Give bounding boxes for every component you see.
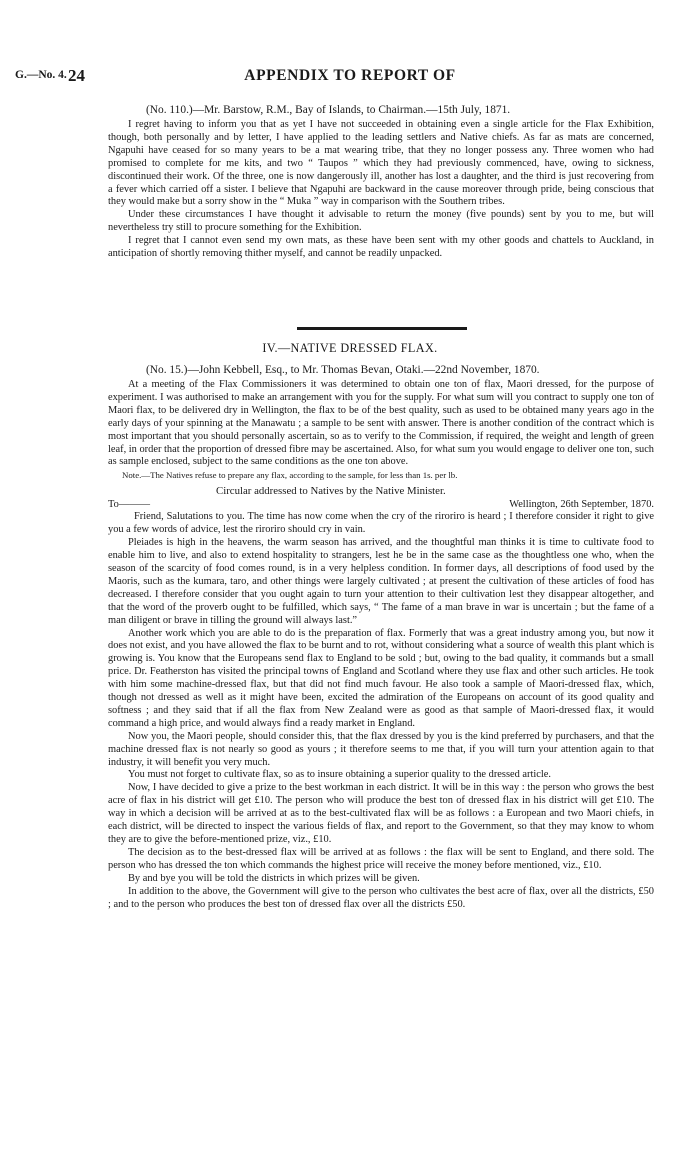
paragraph: By and bye you will be told the districts in which prizes will be given. xyxy=(128,872,420,884)
paragraph: Now, I have decided to give a prize to the best workman in each district. It will be in this way : the person who grows the best acre of flax in his district will get £10. The person who will produce the best ton of dressed flax in his district will get £10. The way in which a decision will be arrived at as to the best-cultivated flax will be as follows : a European and two Maori chiefs, in each district, will be directed to inspect the various fields of flax, and report to the Government, so that they may know to whom they are to give the before-mentioned prize, viz., £10. xyxy=(108,782,654,845)
letter-barstow xyxy=(108,103,654,261)
paragraph: The decision as to the best-dressed flax will be arrived at as follows : the flax will be sent to England, and there sold. The person who has dressed the ton which commands the highest price will receive the money before mentioned, viz., £10. xyxy=(108,846,654,871)
page-title: APPENDIX TO REPORT OF xyxy=(244,67,456,84)
address-line xyxy=(108,498,654,511)
paragraph: Pleiades is high in the heavens, the warm season has arrived, and the thoughtful man thinks it is time to cultivate food to enable him to live, and also to extend hospitality to strangers, lest he be in the same case as the thoughtless one who, when the season of the scarcity of food comes round, is in a very helpless condition. In former days, all descriptions of food used by the Maoris, such as the kumara, taro, and other things were largely cultivated ; at present the cultivation of these articles of food has decreased. I therefore consider that you ought again to turn your attention to their cultivation lest they disappear altogether, and that the word of the proverb ought to be fulfilled, which says, “ The fame of a man brave in war is uncertain ; but the fame of a man diligent or brave in tilling the ground will always last.” xyxy=(108,537,654,626)
section-title: IV.—NATIVE DRESSED FLAX. xyxy=(262,341,438,355)
paragraph: Friend, Salutations to you. The time has now come when the cry of the riroriro is heard ; I therefore consider it right to give you a few words of advice, lest the riroriro should cry in vain. xyxy=(108,511,654,536)
paragraph: Now you, the Maori people, should consider this, that the flax dressed by you is the kind preferred by purchasers, and that the machine dressed flax is not nearly so good as yours ; it therefore seems to me that, if you will turn your attention again to that industry, it will benefit you very much. xyxy=(108,730,654,768)
paragraph: Under these circumstances I have thought it advisable to return the money (five pounds) sent by you to me, but will nevertheless try still to procure something for the Exhibition. xyxy=(108,209,654,234)
paragraph: At a meeting of the Flax Commissioners it was determined to obtain one ton of flax, Maori dressed, for the purpose of experiment. I was authorised to make an arrangement with you for the supply. For what sum will you contract to supply one ton of Maori flax, to be delivered dry in Wellington, the flax to be of the best quality, such as used to be obtained many years ago in the early days of your spinning at the Manawatu ; a sample to be sent with answer. There is another condition of the contract which is most important that you should personally ascertain, so as to verify to the Commission, if required, the weight and length of green leaf, in order that the proportion of dressed fibre may be ascertained. Also, for what sum you would engage to deliver one ton, such as sample enclosed, subject to the same conditions as the one ton above. xyxy=(108,379,654,468)
addressee: To——— xyxy=(108,499,150,511)
paragraph: You must not forget to cultivate flax, so as to insure obtaining a superior quality to the dressed article. xyxy=(128,769,551,781)
paragraph: I regret that I cannot even send my own mats, as these have been sent with my other goods and chattels to Auckland, in anticipation of shortly removing thither myself, and cannot be readily unpacked. xyxy=(108,235,654,260)
document-reference: G.—No. 4. xyxy=(15,69,67,81)
footnote: Note.—The Natives refuse to prepare any flax, according to the sample, for less than 1s. per lb. xyxy=(122,470,458,481)
letter-kebbell xyxy=(108,363,654,911)
paragraph: Another work which you are able to do is the preparation of flax. Formerly that was a great industry among you, but now it does not exist, and you have allowed the flax to be burnt and to rot, without considering what a source of wealth this plant which is growing is. You know that the Europeans send flax to England to be sold ; but, owing to the bad quality, it commands but a small price. Dr. Featherston has visited the principal towns of England and Scotland where they use flax and other such articles. He took with him some machine-dressed flax, but that did not find much favour. He also took a sample of Maori-dressed flax, which, though not dressed as well as it might have been, excited the admiration of the Europeans on account of its good quality and softness ; and they said that if all the flax from New Zealand were as good as that sample of Maori-dressed flax, it would command a high price, and would always find a ready market in England. xyxy=(108,627,654,729)
letter-heading: (No. 15.)—John Kebbell, Esq., to Mr. Thomas Bevan, Otaki.—22nd November, 1870. xyxy=(146,364,540,376)
section-divider xyxy=(297,327,467,330)
dateline: Wellington, 26th September, 1870. xyxy=(509,499,654,511)
paragraph: In addition to the above, the Government will give to the person who cultivates the best acre of flax, over all the districts, £50 ; and to the person who produces the best ton of dressed flax over all the districts £50. xyxy=(108,885,654,910)
paragraph: I regret having to inform you that as yet I have not succeeded in obtaining even a single article for the Flax Exhibition, though, both personally and by letter, I have applied to the leading settlers and Native chiefs. As far as mats are concerned, Ngapuhi have ceased for so many years to be a mat wearing tribe, that they no longer possess any. Three women who had promised to complete for me kits, and two “ Taupos ” which they had previously commenced, have, owing to sickness, discontinued their work. Of the three, one is now dangerously ill, another has lost a daughter, and the third is just recovering from a fever which carried off a sister. I believe that Ngapuhi are backward in the cause moreover through pride, being conscious that they would make but a sorry show in the “ Muka ” way in comparison with the Southern tribes. xyxy=(108,119,654,208)
page-header xyxy=(0,66,700,88)
page-number: 24 xyxy=(68,66,85,85)
letter-heading: (No. 110.)—Mr. Barstow, R.M., Bay of Islands, to Chairman.—15th July, 1871. xyxy=(146,104,511,116)
circular-heading: Circular addressed to Natives by the Native Minister. xyxy=(216,485,446,498)
